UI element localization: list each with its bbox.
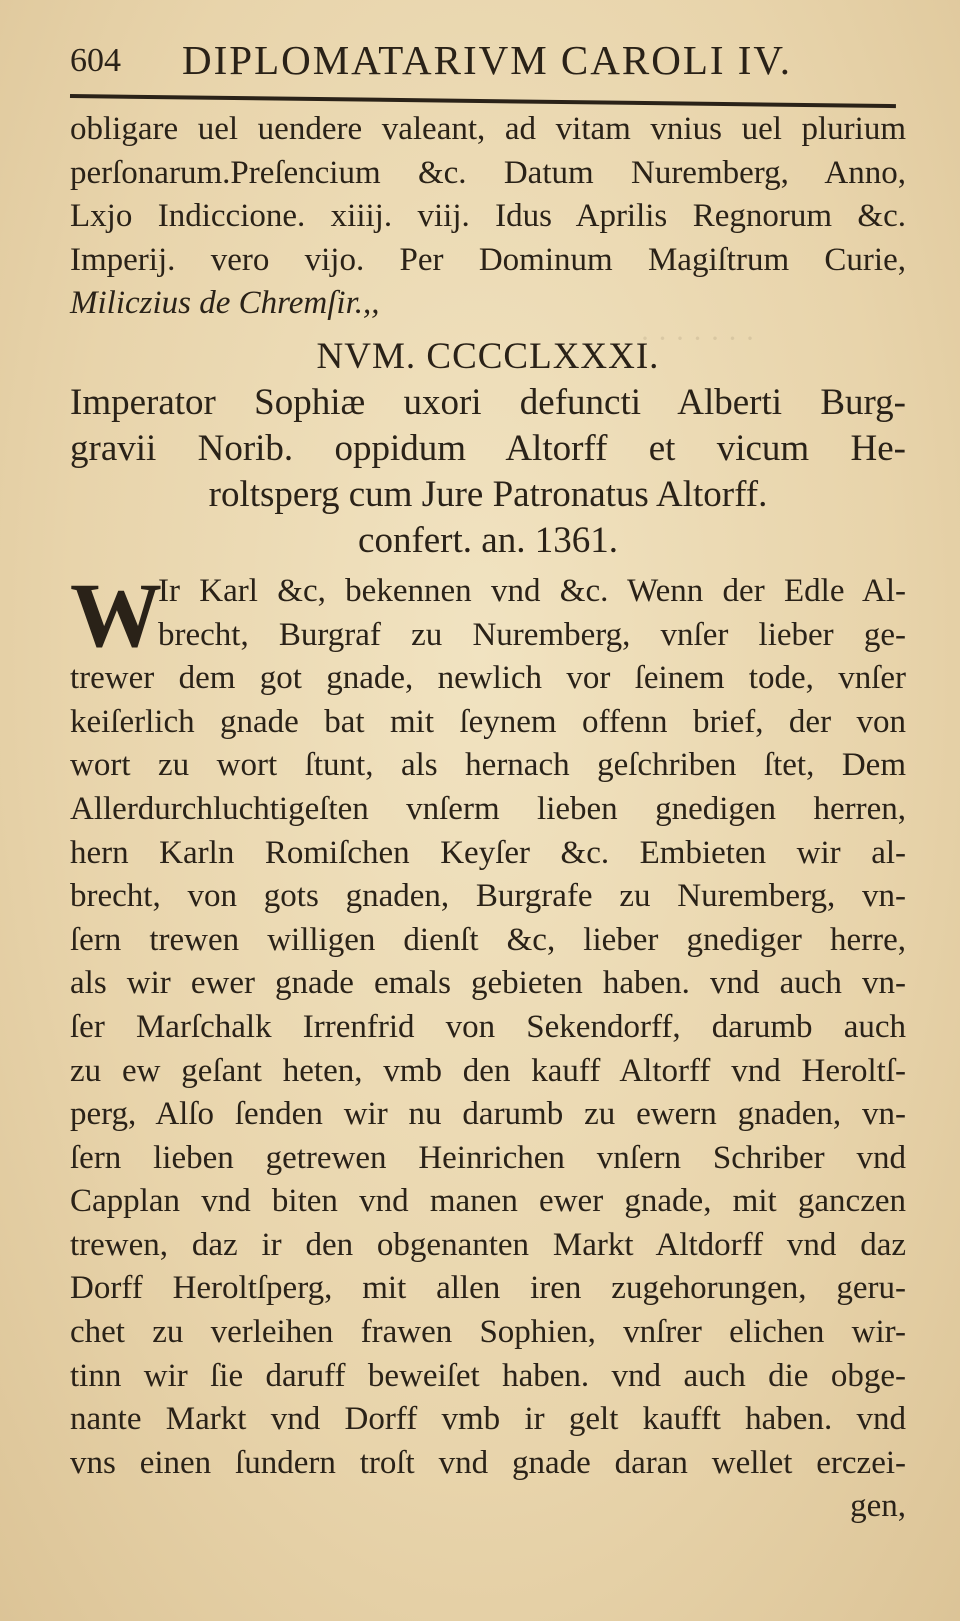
text-line: ſern trewen willigen dienſt &c, lieber gnediger herre, <box>70 921 906 958</box>
text-line: Miliczius de Chremſir.,, <box>70 285 380 322</box>
text-line: wort zu wort ſtunt, als hernach geſchriben ſtet, Dem <box>70 747 906 784</box>
continuation-paragraph <box>70 108 906 326</box>
page-number: 604 <box>70 42 121 79</box>
text-line: brecht, Burgraf zu Nuremberg, vnſer lieber ge- <box>158 616 906 653</box>
running-title: DIPLOMATARIVM CAROLI IV. <box>182 37 793 83</box>
bleed-through-text: · · · · · · · <box>640 322 755 355</box>
text-line: Dorff Heroltſperg, mit allen iren zugehorungen, geru- <box>70 1270 906 1307</box>
document-number: NVM. CCCCLXXXI. <box>316 335 660 377</box>
summary-line: gravii Norib. oppidum Altorff et vicum He- <box>70 427 906 469</box>
text-line: tinn wir ſie daruff beweiſet haben. vnd auch die obge- <box>70 1357 906 1394</box>
text-line: perg, Alſo ſenden wir nu darumb zu ewern gnaden, vn- <box>70 1096 906 1133</box>
text-line: trewen, daz ir den obgenanten Markt Altdorff vnd daz <box>70 1226 906 1263</box>
text-line: als wir ewer gnade emals gebieten haben. vnd auch vn- <box>70 965 906 1002</box>
document-summary <box>70 380 906 564</box>
text-line: keiſerlich gnade bat mit ſeynem offenn brief, der von <box>70 703 906 740</box>
catchword: gen, <box>850 1488 906 1525</box>
text-line: ſer Marſchalk Irrenfrid von Sekendorff, darumb auch <box>70 1008 906 1045</box>
text-line: chet zu verleihen frawen Sophien, vnſrer elichen wir- <box>70 1314 906 1351</box>
summary-line: confert. an. 1361. <box>358 519 618 561</box>
summary-line: roltsperg cum Jure Patronatus Altorff. <box>208 473 768 515</box>
text-line: Capplan vnd biten vnd manen ewer gnade, mit ganczen <box>70 1183 906 1220</box>
header-rule <box>70 94 896 108</box>
summary-line: Imperator Sophiæ uxori defuncti Alberti Burg- <box>70 381 906 423</box>
text-line: Ir Karl &c, bekennen vnd &c. Wenn der Edle Al- <box>158 572 906 609</box>
text-line: perſonarum.Preſencium &c. Datum Nuremberg, Anno, <box>70 154 906 191</box>
text-line: Allerdurchluchtigeſten vnſerm lieben gnedigen herren, <box>70 790 906 827</box>
text-line: brecht, von gots gnaden, Burgrafe zu Nuremberg, vn- <box>70 878 906 915</box>
text-line: obligare uel uendere valeant, ad vitam vnius uel plurium <box>70 111 906 147</box>
text-line: hern Karln Romiſchen Keyſer &c. Embieten wir al- <box>70 834 906 871</box>
text-line: vns einen ſundern troſt vnd gnade daran wellet erczei- <box>70 1444 906 1481</box>
page-header <box>70 30 900 90</box>
page-body <box>70 108 906 1529</box>
drop-initial: W <box>70 563 162 666</box>
text-line: zu ew geſant heten, vmb den kauff Altorff vnd Heroltſ- <box>70 1052 906 1089</box>
text-line: Imperij. vero vijo. Per Dominum Magiſtrum Curie, <box>70 241 906 278</box>
text-line: Lxjo Indiccione. xiiij. viij. Idus Aprilis Regnorum &c. <box>70 198 906 235</box>
charter-text <box>70 563 906 1529</box>
text-line: nante Markt vnd Dorff vmb ir gelt kaufft haben. vnd <box>70 1401 906 1438</box>
text-line: trewer dem got gnade, newlich vor ſeinem tode, vnſer <box>70 660 906 697</box>
text-line: ſern lieben getrewen Heinrichen vnſern Schriber vnd <box>70 1139 906 1176</box>
